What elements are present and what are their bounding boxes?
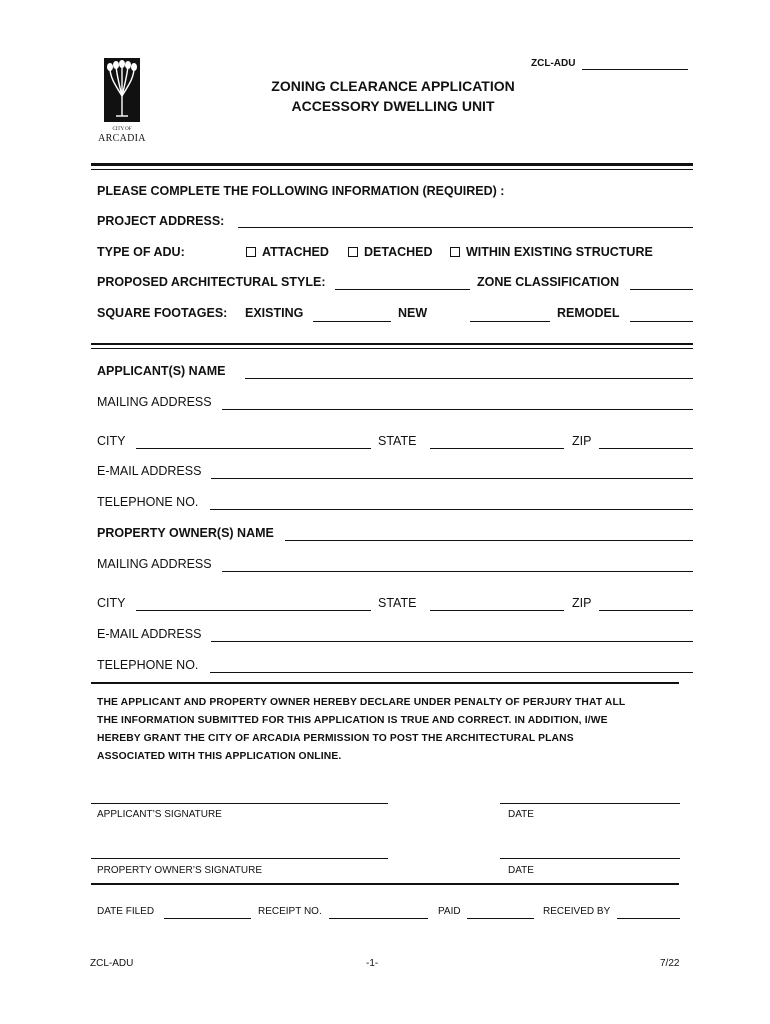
owner-mailing-label: MAILING ADDRESS <box>97 557 212 571</box>
date-filed-label: DATE FILED <box>97 906 155 917</box>
applicant-city-field[interactable] <box>136 435 371 449</box>
applicant-state-field[interactable] <box>430 435 564 449</box>
owner-mailing-field[interactable] <box>222 558 693 572</box>
arcadia-tree-logo-icon <box>96 56 148 128</box>
footer-page-number: -1- <box>366 958 379 969</box>
form-code-field[interactable] <box>582 56 688 70</box>
applicant-signature-line[interactable] <box>91 803 388 804</box>
applicant-state-label: STATE <box>378 434 417 448</box>
city-logo <box>96 56 148 146</box>
applicant-phone-label: TELEPHONE NO. <box>97 495 199 509</box>
declaration-text <box>97 694 673 766</box>
zone-classification-field[interactable] <box>630 276 693 290</box>
section-heading: PLEASE COMPLETE THE FOLLOWING INFORMATION (REQUIRED) : <box>97 184 505 198</box>
owner-signature-line[interactable] <box>91 858 388 859</box>
project-address-field[interactable] <box>238 214 693 228</box>
section1-divider-thin <box>91 348 693 349</box>
within-existing-checkbox[interactable] <box>450 247 460 257</box>
form-code-label: ZCL-ADU <box>531 58 576 69</box>
signature-divider <box>91 883 679 885</box>
received-by-field[interactable] <box>617 905 680 919</box>
logo-arcadia-text: ARCADIA <box>98 133 146 144</box>
owner-date-label: DATE <box>508 865 534 876</box>
attached-checkbox[interactable] <box>246 247 256 257</box>
arch-style-label: PROPOSED ARCHITECTURAL STYLE: <box>97 275 326 289</box>
detached-checkbox[interactable] <box>348 247 358 257</box>
declaration-line-4: ASSOCIATED WITH THIS APPLICATION ONLINE. <box>97 751 342 762</box>
type-of-adu-label: TYPE OF ADU: <box>97 245 185 259</box>
remodel-sqft-field[interactable] <box>630 308 693 322</box>
detached-option-label: DETACHED <box>364 245 433 259</box>
applicant-name-field[interactable] <box>245 365 693 379</box>
applicant-city-label: CITY <box>97 434 126 448</box>
section1-divider <box>91 343 693 345</box>
owner-email-label: E-MAIL ADDRESS <box>97 627 202 641</box>
owner-city-field[interactable] <box>136 597 371 611</box>
owner-divider <box>91 682 679 684</box>
footer-revision-date: 7/22 <box>660 958 680 969</box>
declaration-line-3: HEREBY GRANT THE CITY OF ARCADIA PERMISSION TO POST THE ARCHITECTURAL PLANS <box>97 733 574 744</box>
form-title-line1: ZONING CLEARANCE APPLICATION <box>271 78 515 94</box>
receipt-no-label: RECEIPT NO. <box>258 906 322 917</box>
paid-field[interactable] <box>467 905 534 919</box>
paid-label: PAID <box>438 906 461 917</box>
applicant-date-label: DATE <box>508 809 534 820</box>
owner-email-field[interactable] <box>211 628 693 642</box>
owner-state-field[interactable] <box>430 597 564 611</box>
header-divider-thin <box>91 169 693 170</box>
declaration-line-1: THE APPLICANT AND PROPERTY OWNER HEREBY DECLARE UNDER PENALTY OF PERJURY THAT ALL <box>97 697 626 708</box>
applicant-zip-label: ZIP <box>572 434 592 448</box>
applicant-zip-field[interactable] <box>599 435 693 449</box>
existing-sqft-field[interactable] <box>313 308 391 322</box>
arch-style-field[interactable] <box>335 276 470 290</box>
within-existing-option-label: WITHIN EXISTING STRUCTURE <box>466 245 653 259</box>
date-filed-field[interactable] <box>164 905 251 919</box>
owner-zip-label: ZIP <box>572 596 592 610</box>
owner-state-label: STATE <box>378 596 417 610</box>
zone-classification-label: ZONE CLASSIFICATION <box>477 275 620 289</box>
header-divider <box>91 163 693 166</box>
applicant-signature-label: APPLICANT’S SIGNATURE <box>97 809 222 820</box>
new-sqft-field[interactable] <box>470 308 550 322</box>
owner-phone-label: TELEPHONE NO. <box>97 658 199 672</box>
sqft-label: SQUARE FOOTAGES: <box>97 306 228 320</box>
owner-signature-label: PROPERTY OWNER’S SIGNATURE <box>97 865 263 876</box>
received-by-label: RECEIVED BY <box>543 906 611 917</box>
applicant-email-label: E-MAIL ADDRESS <box>97 464 202 478</box>
owner-zip-field[interactable] <box>599 597 693 611</box>
receipt-no-field[interactable] <box>329 905 428 919</box>
applicant-name-label: APPLICANT(S) NAME <box>97 364 226 378</box>
applicant-phone-field[interactable] <box>210 496 693 510</box>
applicant-date-line[interactable] <box>500 803 680 804</box>
owner-date-line[interactable] <box>500 858 680 859</box>
remodel-sqft-label: REMODEL <box>557 306 620 320</box>
owner-name-field[interactable] <box>285 527 693 541</box>
declaration-line-2: THE INFORMATION SUBMITTED FOR THIS APPLICATION IS TRUE AND CORRECT. IN ADDITION, I/WE <box>97 715 608 726</box>
logo-city-of-text: CITY OF <box>112 127 132 132</box>
applicant-mailing-label: MAILING ADDRESS <box>97 395 212 409</box>
footer-form-code: ZCL-ADU <box>90 958 134 969</box>
new-sqft-label: NEW <box>398 306 428 320</box>
applicant-email-field[interactable] <box>211 465 693 479</box>
applicant-mailing-field[interactable] <box>222 396 693 410</box>
existing-sqft-label: EXISTING <box>245 306 304 320</box>
attached-option-label: ATTACHED <box>262 245 329 259</box>
owner-city-label: CITY <box>97 596 126 610</box>
owner-name-label: PROPERTY OWNER(S) NAME <box>97 526 274 540</box>
form-title-line2: ACCESSORY DWELLING UNIT <box>291 98 495 114</box>
project-address-label: PROJECT ADDRESS: <box>97 214 225 228</box>
owner-phone-field[interactable] <box>210 659 693 673</box>
